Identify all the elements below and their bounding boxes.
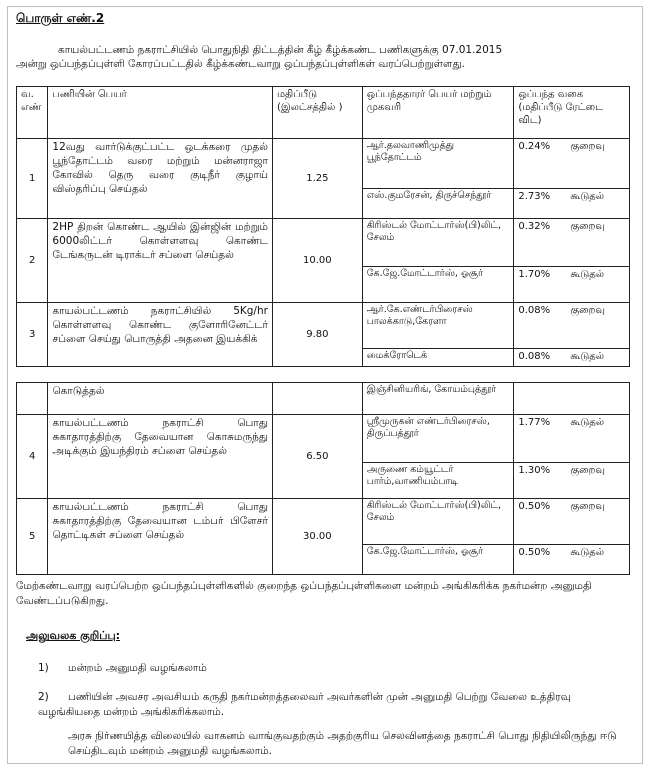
contractor-name: கிரிஸ்டல் மோட்டார்ஸ்(பி)லிட், சேலம் (362, 219, 514, 267)
estimate-value: 6.50 (272, 415, 362, 499)
serial-number: 3 (17, 303, 48, 367)
contractor-name: ஆர்.கே.எண்டர்பிரைசஸ் பாலக்காடு,கேரளா (362, 303, 514, 349)
bid-percentage: 0.08% குறைவு (514, 303, 630, 349)
contractor-name: எஸ்.குமரேசன், திருச்செந்தூர் (362, 189, 514, 219)
table-row (17, 415, 630, 463)
office-note-paragraph: அரசு நிர்ணயித்த விலையில் வாகனம் வாங்குவதற்கும் அதற்குரிய செலவினத்தை நகராட்சி பொது நிதியிலிருந்து ஈடு செய்திடவும் மன்றம் அனுமதி வழங்கலாம். (68, 730, 617, 757)
bid-percentage: 0.32% குறைவு (514, 219, 630, 267)
estimate-value: 30.00 (272, 499, 362, 575)
intro-line-2: அன்று ஒப்பந்தப்புள்ளி கோரப்பட்டதில் கீழ்க்கண்டவாறு ஒப்பந்தப்புள்ளிகள் வரப்பெற்றுள்ளது. (16, 58, 465, 70)
estimate-value: 10.00 (272, 219, 362, 303)
intro-line-1: காயல்பட்டணம் நகராட்சியில் பொதுநிதி திட்டத்தின் கீழ் கீழ்க்கண்ட பணிகளுக்கு 07.01.2015 (58, 44, 503, 56)
office-note-title: அலுவலக குறிப்பு: (26, 629, 121, 642)
tender-table-part-1 (16, 86, 630, 367)
table-header-row (17, 87, 630, 139)
contractor-name-continued: இஞ்சினியரிங், கோயம்புத்தூர் (362, 383, 514, 415)
work-name: 2HP திறன் கொண்ட ஆயில் இன்ஜின் மற்றும் 6000லிட்டர் கொள்ளளவு கொண்ட டேங்கருடன் டிராக்டர் சப்ளை செய்தல் (48, 219, 273, 303)
contractor-name: கே.ஜே.மோட்டார்ஸ், ஓசூர் (362, 545, 514, 575)
table-row (17, 139, 630, 189)
intro-paragraph (16, 43, 618, 71)
serial-number: 1 (17, 139, 48, 219)
table-row (17, 303, 630, 349)
work-name: 12வது வார்டுக்குட்பட்ட ஒடக்கரை முதல் பூந்தோட்டம் வரை மற்றும் மன்னராஜா கோவில் தெரு வரை குடிநீர் குழாய் விஸ்தரிப்பு செய்தல் (48, 139, 273, 219)
work-name: காயல்பட்டணம் நகராட்சி பொது சுகாதாரத்திற்கு தேவையான டம்பர் பிளேசர் தொட்டிகள் சப்ளை செய்தல் (48, 499, 273, 575)
document-page (7, 6, 643, 764)
request-paragraph: மேற்கண்டவாறு வரப்பெற்ற ஒப்பந்தப்புள்ளிகளில் குறைந்த ஒப்பந்தப்புள்ளிகளை மன்றம் அங்கிகரிக்க நகர்மன்ற அனுமதி வேண்டப்படுகிறது. (16, 580, 592, 607)
contractor-name: கிரிஸ்டல் மோட்டார்ஸ்(பி)லிட், சேலம் (362, 499, 514, 545)
office-note-item-2: 2) பணியின் அவசர அவசியம் கருதி நகர்மன்றத்தலைவர் அவர்களின் முன் அனுமதி பெற்று வேலை உத்திரவு வழங்கியதை மன்றம் அங்கிகரிக்கலாம். (38, 691, 571, 718)
work-name-continued: கொடுத்தல் (48, 383, 273, 415)
header-bid-type: ஒப்பந்த வகை (மதிப்பீடு ரேட்டை விட) (514, 87, 630, 139)
serial-number: 2 (17, 219, 48, 303)
bid-percentage: 0.50% கூடுதல் (514, 545, 630, 575)
serial-number: 4 (17, 415, 48, 499)
tender-table-part-2 (16, 382, 630, 575)
contractor-name: ஆர்.தலவாணிமுத்து பூந்தோட்டம் (362, 139, 514, 189)
contractor-name: அருணை கம்யூட்டர் பார்ம்,வாணியம்பாடி (362, 463, 514, 499)
header-estimate: மதிப்பீடு (இலட்சத்தில் ) (272, 87, 362, 139)
table-row (17, 219, 630, 267)
bid-percentage: 2.73% கூடுதல் (514, 189, 630, 219)
estimate-value: 1.25 (272, 139, 362, 219)
estimate-value: 9.80 (272, 303, 362, 367)
table-row (17, 499, 630, 545)
bid-percentage: 0.50% குறைவு (514, 499, 630, 545)
work-name: காயல்பட்டணம் நகராட்சி பொது சுகாதாரத்திற்கு தேவையான கொசுமருந்து அடிக்கும் இயந்திரம் சப்ளை செய்தல் (48, 415, 273, 499)
table-row (17, 383, 630, 415)
bid-percentage: 1.70% கூடுதல் (514, 267, 630, 303)
office-note-item-1: 1) மன்றம் அனுமதி வழங்கலாம் (38, 662, 207, 674)
header-work-name: பணியின் பெயர் (48, 87, 273, 139)
contractor-name: கே.ஜே.மோட்டார்ஸ், ஓசூர் (362, 267, 514, 303)
work-name: காயல்பட்டணம் நகராட்சியில் 5Kg/hr கொள்ளளவு கொண்ட குளோரினேட்டர் சப்ளை செய்து பொருத்தி அதனை இயக்கிக் (48, 303, 273, 367)
bid-percentage: 1.30% குறைவு (514, 463, 630, 499)
bid-percentage: 1.77% கூடுதல் (514, 415, 630, 463)
contractor-name: ஸ்ரீமுருகன் எண்டர்பிரைசஸ், திருப்பத்தூர் (362, 415, 514, 463)
bid-percentage: 0.24% குறைவு (514, 139, 630, 189)
contractor-name: மைக்ரோடெக் (362, 349, 514, 367)
subject-heading: பொருள் எண்.2 (16, 11, 105, 25)
serial-number: 5 (17, 499, 48, 575)
header-contractor: ஒப்பந்ததாரர் பெயர் மற்றும் முகவரி (362, 87, 514, 139)
header-serial: வ. எண் (17, 87, 48, 139)
bid-percentage: 0.08% கூடுதல் (514, 349, 630, 367)
